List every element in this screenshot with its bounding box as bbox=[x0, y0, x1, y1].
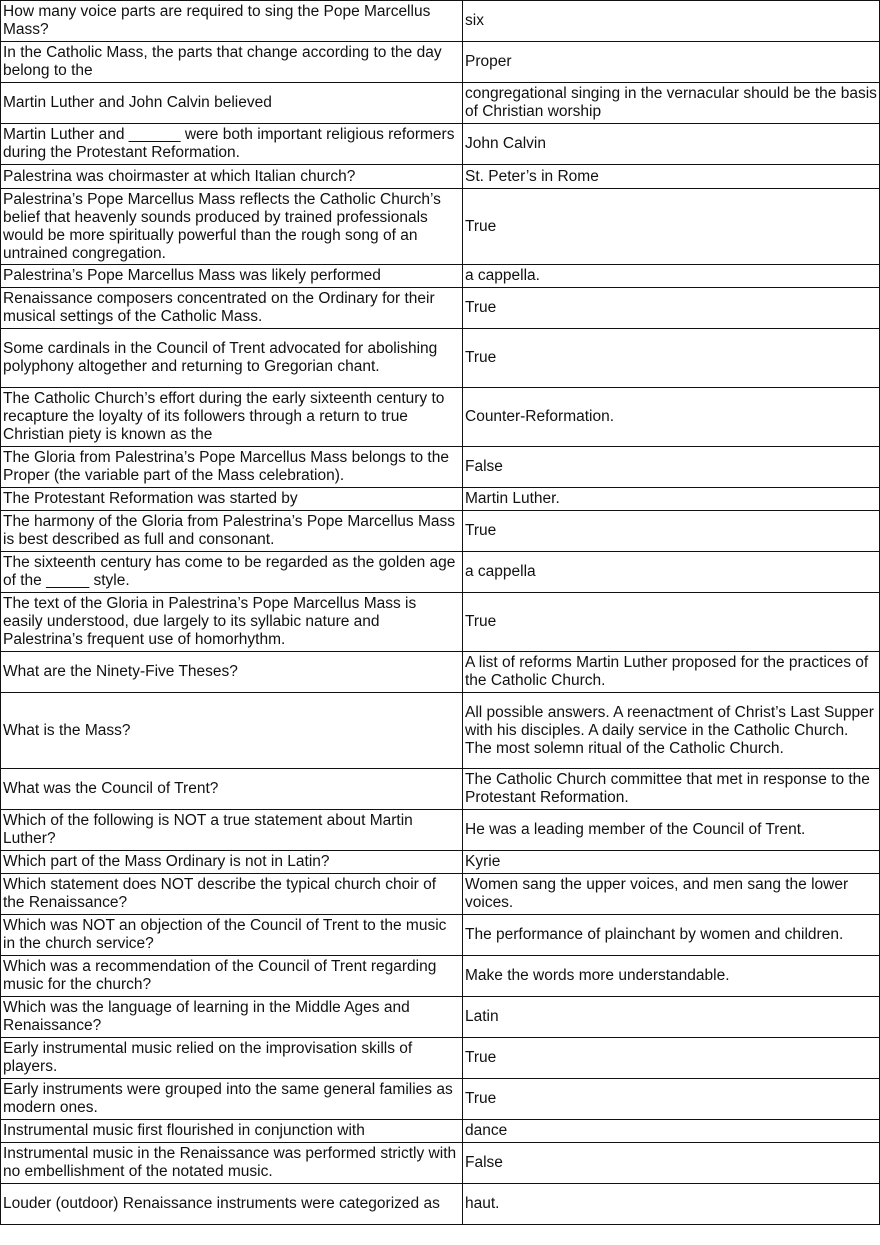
table-row bbox=[1, 447, 880, 488]
question-cell: Instrumental music first flourished in conjunction with bbox=[1, 1120, 463, 1143]
answer-cell: True bbox=[463, 189, 880, 265]
table-row bbox=[1, 593, 880, 652]
table-row bbox=[1, 83, 880, 124]
table-row bbox=[1, 288, 880, 329]
question-cell: Renaissance composers concentrated on the Ordinary for their musical settings of the Catholic Mass. bbox=[1, 288, 463, 329]
answer-cell: a cappella. bbox=[463, 265, 880, 288]
table-row bbox=[1, 956, 880, 997]
table-row bbox=[1, 1143, 880, 1184]
question-cell: The harmony of the Gloria from Palestrina’s Pope Marcellus Mass is best described as full and consonant. bbox=[1, 511, 463, 552]
answer-cell: a cappella bbox=[463, 552, 880, 593]
question-cell: What are the Ninety-Five Theses? bbox=[1, 652, 463, 693]
question-cell: Which was the language of learning in the Middle Ages and Renaissance? bbox=[1, 997, 463, 1038]
table-row bbox=[1, 1120, 880, 1143]
question-cell: The Catholic Church’s effort during the early sixteenth century to recapture the loyalty of its followers through a return to true Christian piety is known as the bbox=[1, 388, 463, 447]
table-row bbox=[1, 552, 880, 593]
answer-cell: Martin Luther. bbox=[463, 488, 880, 511]
answer-cell: A list of reforms Martin Luther proposed for the practices of the Catholic Church. bbox=[463, 652, 880, 693]
answer-cell: St. Peter’s in Rome bbox=[463, 165, 880, 189]
answer-cell: Kyrie bbox=[463, 851, 880, 874]
table-row bbox=[1, 511, 880, 552]
answer-cell: He was a leading member of the Council of Trent. bbox=[463, 810, 880, 851]
table-row bbox=[1, 810, 880, 851]
question-cell: The Protestant Reformation was started by bbox=[1, 488, 463, 511]
table-row bbox=[1, 693, 880, 769]
question-cell: Martin Luther and John Calvin believed bbox=[1, 83, 463, 124]
table-row bbox=[1, 874, 880, 915]
answer-cell: Proper bbox=[463, 42, 880, 83]
answer-cell: True bbox=[463, 1079, 880, 1120]
question-cell: The text of the Gloria in Palestrina’s Pope Marcellus Mass is easily understood, due largely to its syllabic nature and Palestrina’s frequent use of homorhythm. bbox=[1, 593, 463, 652]
question-cell: Which was NOT an objection of the Council of Trent to the music in the church service? bbox=[1, 915, 463, 956]
question-cell: Martin Luther and ______ were both important religious reformers during the Protestant Reformation. bbox=[1, 124, 463, 165]
answer-cell: Make the words more understandable. bbox=[463, 956, 880, 997]
table-row bbox=[1, 42, 880, 83]
table-row bbox=[1, 997, 880, 1038]
question-cell: Which part of the Mass Ordinary is not in Latin? bbox=[1, 851, 463, 874]
table-row bbox=[1, 488, 880, 511]
answer-cell: Counter-Reformation. bbox=[463, 388, 880, 447]
answer-cell: True bbox=[463, 329, 880, 388]
table-row bbox=[1, 652, 880, 693]
question-cell: Palestrina’s Pope Marcellus Mass was likely performed bbox=[1, 265, 463, 288]
table-row bbox=[1, 1, 880, 42]
question-cell: The Gloria from Palestrina’s Pope Marcellus Mass belongs to the Proper (the variable part of the Mass celebration). bbox=[1, 447, 463, 488]
table-row bbox=[1, 1079, 880, 1120]
answer-cell: True bbox=[463, 511, 880, 552]
answer-cell: All possible answers. A reenactment of Christ’s Last Supper with his disciples. A daily service in the Catholic Church. The most solemn ritual of the Catholic Church. bbox=[463, 693, 880, 769]
answer-cell: Latin bbox=[463, 997, 880, 1038]
answer-cell: False bbox=[463, 1143, 880, 1184]
question-cell: What is the Mass? bbox=[1, 693, 463, 769]
question-cell: Early instrumental music relied on the improvisation skills of players. bbox=[1, 1038, 463, 1079]
question-cell: Which statement does NOT describe the typical church choir of the Renaissance? bbox=[1, 874, 463, 915]
table-row bbox=[1, 1184, 880, 1225]
question-cell: Palestrina’s Pope Marcellus Mass reflects the Catholic Church’s belief that heavenly sounds produced by trained professionals would be more spiritually powerful than the rough song of an untrained congregation. bbox=[1, 189, 463, 265]
question-cell: Palestrina was choirmaster at which Italian church? bbox=[1, 165, 463, 189]
table-row bbox=[1, 769, 880, 810]
answer-cell: True bbox=[463, 288, 880, 329]
question-cell: Some cardinals in the Council of Trent advocated for abolishing polyphony altogether and returning to Gregorian chant. bbox=[1, 329, 463, 388]
question-cell: In the Catholic Mass, the parts that change according to the day belong to the bbox=[1, 42, 463, 83]
question-cell: How many voice parts are required to sing the Pope Marcellus Mass? bbox=[1, 1, 463, 42]
table-row bbox=[1, 915, 880, 956]
table-row bbox=[1, 851, 880, 874]
question-cell: The sixteenth century has come to be regarded as the golden age of the _____ style. bbox=[1, 552, 463, 593]
answer-cell: dance bbox=[463, 1120, 880, 1143]
table-row bbox=[1, 265, 880, 288]
answer-cell: congregational singing in the vernacular should be the basis of Christian worship bbox=[463, 83, 880, 124]
answer-cell: haut. bbox=[463, 1184, 880, 1225]
answer-cell: Women sang the upper voices, and men sang the lower voices. bbox=[463, 874, 880, 915]
flashcard-rows bbox=[1, 1, 880, 1225]
question-cell: Early instruments were grouped into the same general families as modern ones. bbox=[1, 1079, 463, 1120]
question-cell: What was the Council of Trent? bbox=[1, 769, 463, 810]
table-row bbox=[1, 388, 880, 447]
table-row bbox=[1, 189, 880, 265]
table-row bbox=[1, 329, 880, 388]
answer-cell: six bbox=[463, 1, 880, 42]
answer-cell: True bbox=[463, 1038, 880, 1079]
answer-cell: True bbox=[463, 593, 880, 652]
answer-cell: The Catholic Church committee that met in response to the Protestant Reformation. bbox=[463, 769, 880, 810]
answer-cell: False bbox=[463, 447, 880, 488]
question-cell: Which was a recommendation of the Council of Trent regarding music for the church? bbox=[1, 956, 463, 997]
table-row bbox=[1, 1038, 880, 1079]
answer-cell: The performance of plainchant by women and children. bbox=[463, 915, 880, 956]
table-row bbox=[1, 124, 880, 165]
question-cell: Instrumental music in the Renaissance was performed strictly with no embellishment of the notated music. bbox=[1, 1143, 463, 1184]
answer-cell: John Calvin bbox=[463, 124, 880, 165]
question-cell: Louder (outdoor) Renaissance instruments were categorized as bbox=[1, 1184, 463, 1225]
table-row bbox=[1, 165, 880, 189]
question-cell: Which of the following is NOT a true statement about Martin Luther? bbox=[1, 810, 463, 851]
